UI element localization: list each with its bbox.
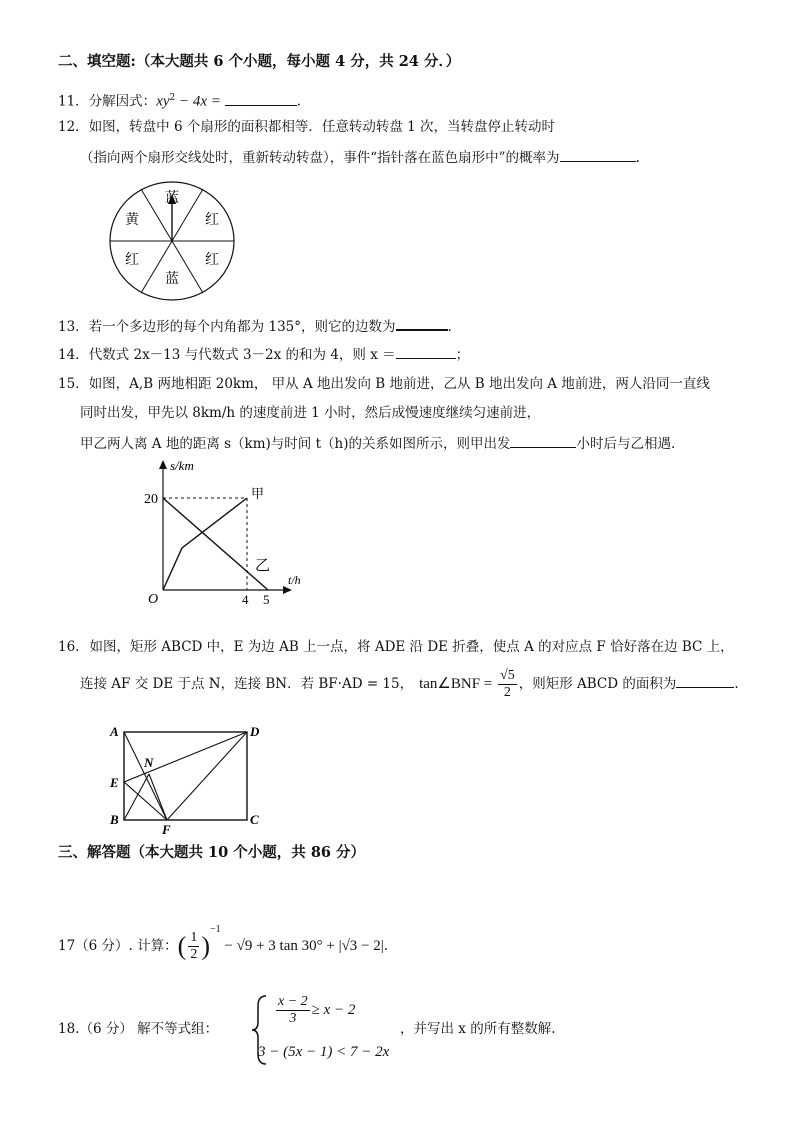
q18-ineq1-rest: ≥ x − 2 xyxy=(311,1002,356,1018)
x-axis-arrow xyxy=(283,586,292,594)
q11-text: 分解因式： xyxy=(88,93,157,110)
rectangle-figure xyxy=(104,720,274,838)
q12-line1: 如图，转盘中 6 个扇形的面积都相等．任意转动转盘 1 次，当转盘停止转动时 xyxy=(88,119,556,135)
spinner-figure xyxy=(108,180,240,302)
q12-number: 12． xyxy=(58,119,89,135)
y-tick-20: 20 xyxy=(144,492,158,507)
q17-paren-open: ( xyxy=(177,931,187,961)
q15-line3-end: 小时后与乙相遇. xyxy=(576,436,676,452)
q17-half-den: 2 xyxy=(190,947,198,962)
q17-paren-close: ) xyxy=(201,931,210,961)
question-12-line2 xyxy=(80,148,640,167)
q16-frac-den: 2 xyxy=(503,685,511,700)
question-15-line1 xyxy=(58,375,710,393)
q16-end: . xyxy=(734,676,739,692)
point-d: D xyxy=(250,724,260,739)
point-f: F xyxy=(162,822,171,837)
jia-line xyxy=(163,498,247,590)
q17-half xyxy=(188,930,199,963)
q18-inequality-1 xyxy=(274,994,355,1027)
q13-number: 13． xyxy=(58,319,89,335)
q13-answer-blank[interactable] xyxy=(396,316,448,331)
q12-line2: （指向两个扇形交线处时，重新转动转盘），事件“指针落在蓝色扇形中”的概率为 xyxy=(80,150,560,166)
section2-title: 二、填空题:（本大题共 6 个小题，每小题 4 分，共 24 分．） xyxy=(58,53,461,70)
segment-df xyxy=(167,732,247,820)
question-13 xyxy=(58,316,452,336)
sector-upper-right-label: 红 xyxy=(205,213,219,228)
q16-number: 16. xyxy=(58,639,80,655)
q18-inequality-2: 3 − (5x − 1) < 7 − 2x xyxy=(258,1044,390,1060)
x-tick-4: 4 xyxy=(242,592,249,607)
question-17 xyxy=(58,908,388,969)
q16-answer-blank[interactable] xyxy=(676,674,734,688)
sector-lower-left-label: 红 xyxy=(125,253,139,268)
segment-af xyxy=(124,732,167,820)
sector-top-label: 蓝 xyxy=(165,191,179,206)
q18-ineq1-den: 3 xyxy=(289,1011,297,1026)
point-b: B xyxy=(110,812,119,827)
origin-label: O xyxy=(148,592,159,607)
segment-ef xyxy=(124,782,167,820)
q14-end: ； xyxy=(455,347,470,363)
q13-text: 若一个多边形的每个内角都为 135°，则它的边数为 xyxy=(88,319,396,335)
q17-exponent: −1 xyxy=(210,924,221,935)
q16-fraction xyxy=(498,668,517,701)
q14-answer-blank[interactable] xyxy=(396,345,456,359)
point-c: C xyxy=(250,812,259,827)
question-11 xyxy=(58,89,301,111)
sector-lower-right-label: 红 xyxy=(205,253,219,268)
q15-answer-blank[interactable] xyxy=(510,434,576,448)
q11-expr: xy xyxy=(156,93,170,110)
y-axis-label: s/km xyxy=(170,458,194,473)
point-e: E xyxy=(110,775,119,790)
question-16-line1 xyxy=(58,638,734,656)
rectangle-abcd xyxy=(124,732,247,820)
segment-de xyxy=(124,732,247,782)
q16-line2a: 连接 AF 交 DE 于点 N，连接 BN．若 BF·AD = 15， xyxy=(80,676,414,692)
q17-number: 17（6 分）. 计算： xyxy=(58,938,178,954)
q12-end: . xyxy=(635,150,640,166)
segment-nf xyxy=(149,774,167,820)
q16-tan: tan∠BNF = xyxy=(419,676,497,692)
q18-ineq1-num: x − 2 xyxy=(278,994,308,1009)
x-axis-label: t/h xyxy=(288,573,301,587)
sector-upper-left-label: 黄 xyxy=(125,213,139,228)
point-a: A xyxy=(110,724,119,739)
yi-label: 乙 xyxy=(255,558,271,574)
q11-expr-rest: − 4x = xyxy=(175,93,225,110)
question-12-line1 xyxy=(58,118,555,136)
point-n: N xyxy=(144,755,154,770)
q11-sup: 2 xyxy=(169,93,176,103)
q14-text: 代数式 2x－13 与代数式 3－2x 的和为 4，则 x ＝ xyxy=(88,347,396,363)
q16-frac-num: √5 xyxy=(500,668,515,683)
y-axis-arrow xyxy=(159,460,167,469)
q15-number: 15． xyxy=(58,376,89,392)
q17-end: . xyxy=(383,938,389,954)
q17-expression: − √9 + 3 tan 30° + |√3 − 2| xyxy=(220,938,384,954)
question-16-line2 xyxy=(80,666,739,702)
q15-line1: 如图，A,B 两地相距 20km， 甲从 A 地出发向 B 地前进，乙从 B 地出发向 A 地前进，两人沿同一直线 xyxy=(88,376,710,392)
question-15-line3 xyxy=(80,434,675,453)
q17-half-num: 1 xyxy=(190,930,198,945)
x-tick-5: 5 xyxy=(263,592,270,607)
q18-ineq1-frac xyxy=(276,994,310,1027)
section3-title: 三、解答题（本大题共 10 个小题，共 86 分） xyxy=(58,844,366,861)
jia-label: 甲 xyxy=(251,486,265,501)
sector-bottom-label: 蓝 xyxy=(165,272,179,287)
q16-line2b: ，则矩形 ABCD 的面积为 xyxy=(518,676,677,692)
q11-answer-blank[interactable] xyxy=(225,92,297,106)
q13-end: . xyxy=(447,319,452,335)
question-15-line2: 同时出发，甲先以 8km/h 的速度前进 1 小时，然后成慢速度继续匀速前进， xyxy=(80,405,541,421)
q18-tail: ，并写出 x 的所有整数解. xyxy=(400,1021,556,1037)
q11-end: . xyxy=(296,93,301,110)
question-14 xyxy=(58,345,469,364)
q15-line3: 甲乙两人离 A 地的距离 s（km)与时间 t（h)的关系如图所示，则甲出发 xyxy=(80,436,511,452)
question-18-label: 18.（6 分） 解不等式组： xyxy=(58,1021,219,1037)
q16-line1: 如图，矩形 ABCD 中，E 为边 AB 上一点，将 ADE 沿 DE 折叠，使点 A 的对应点 F 恰好落在边 BC 上， xyxy=(89,639,734,655)
distance-time-graph xyxy=(140,456,316,612)
yi-line xyxy=(163,498,271,590)
q12-answer-blank[interactable] xyxy=(560,148,636,162)
q11-number: 11． xyxy=(58,93,89,110)
q14-number: 14． xyxy=(58,347,89,363)
